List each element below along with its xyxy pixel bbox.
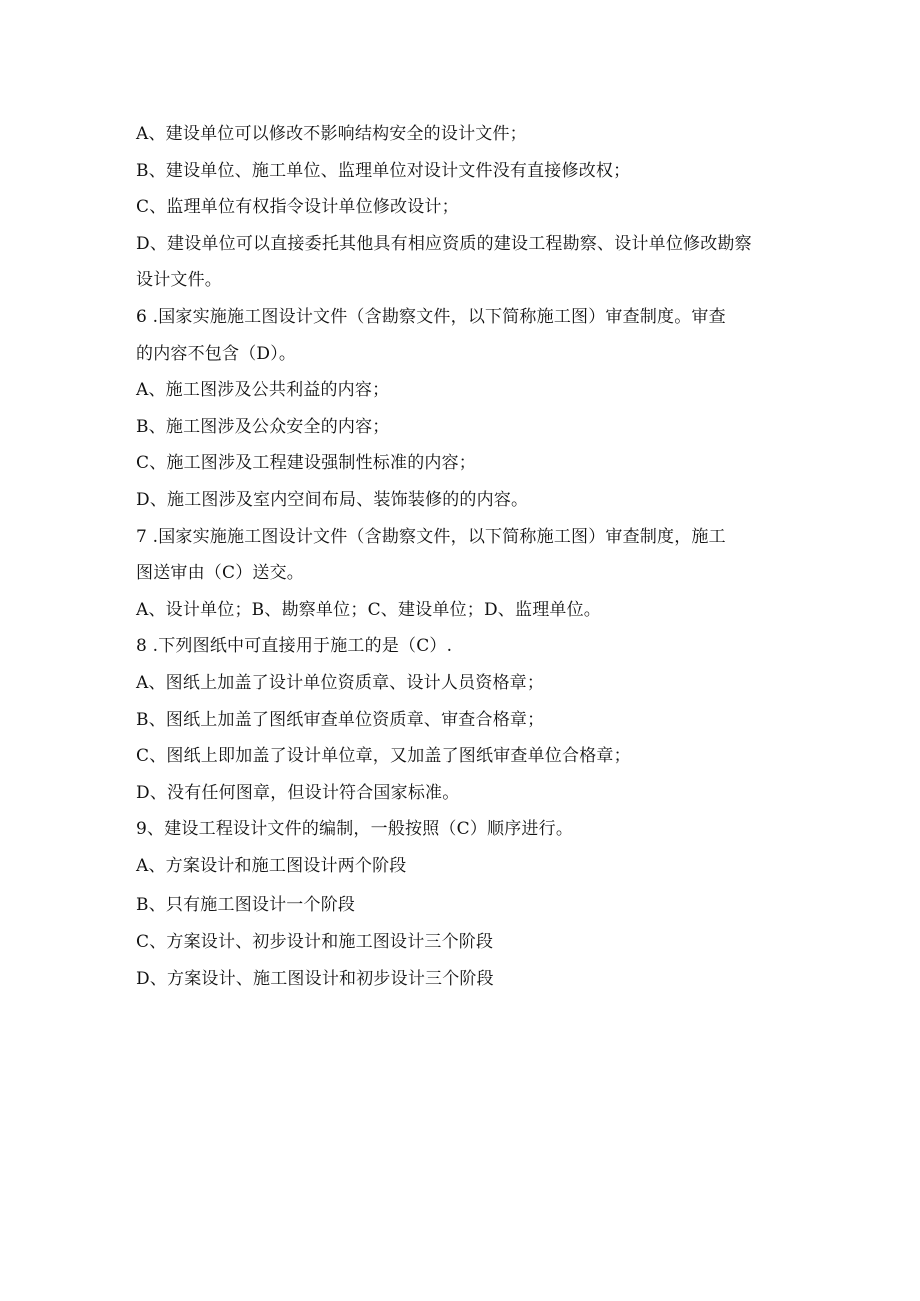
question-line-continuation: 图送审由（C）送交。: [136, 563, 305, 584]
option-line: B、施工图涉及公众安全的内容；: [136, 416, 390, 437]
option-line: C、监理单位有权指令设计单位修改设计；: [136, 197, 459, 218]
option-line: D、方案设计、施工图设计和初步设计三个阶段: [136, 968, 494, 989]
option-line: C、施工图涉及工程建设强制性标准的内容；: [136, 453, 477, 474]
question-line-continuation: 的内容不包含（D）。: [136, 343, 297, 364]
option-line: D、施工图涉及室内空间布局、装饰装修的的内容。: [136, 489, 529, 510]
option-line-continuation: 设计文件。: [136, 270, 222, 291]
question-line: 6 .国家实施施工图设计文件（含勘察文件，以下简称施工图）审查制度。审查: [136, 306, 726, 327]
option-line: C、方案设计、初步设计和施工图设计三个阶段: [136, 932, 494, 953]
question-line: 8 .下列图纸中可直接用于施工的是（C）.: [136, 636, 453, 657]
option-line: A、方案设计和施工图设计两个阶段: [136, 855, 407, 876]
option-line: D、没有任何图章，但设计符合国家标准。: [136, 782, 460, 803]
option-line: C、图纸上即加盖了设计单位章，又加盖了图纸审查单位合格章；: [136, 746, 631, 767]
option-line: A、设计单位；B、勘察单位；C、建设单位；D、监理单位。: [136, 599, 602, 620]
option-line: B、只有施工图设计一个阶段: [136, 895, 356, 916]
option-line: A、图纸上加盖了设计单位资质章、设计人员资格章；: [136, 672, 545, 693]
question-line: 7 .国家实施施工图设计文件（含勘察文件，以下简称施工图）审查制度，施工: [136, 526, 726, 547]
option-line: B、图纸上加盖了图纸审查单位资质章、审查合格章；: [136, 709, 545, 730]
question-line: 9、建设工程设计文件的编制，一般按照（C）顺序进行。: [136, 819, 574, 840]
option-line: D、建设单位可以直接委托其他具有相应资质的建设工程勘察、设计单位修改勘察: [136, 233, 752, 254]
option-line: A、建设单位可以修改不影响结构安全的设计文件；: [136, 124, 527, 144]
option-line: B、建设单位、施工单位、监理单位对设计文件没有直接修改权；: [136, 160, 631, 181]
document-body: [136, 116, 796, 997]
option-line: A、施工图涉及公共利益的内容；: [136, 380, 390, 401]
